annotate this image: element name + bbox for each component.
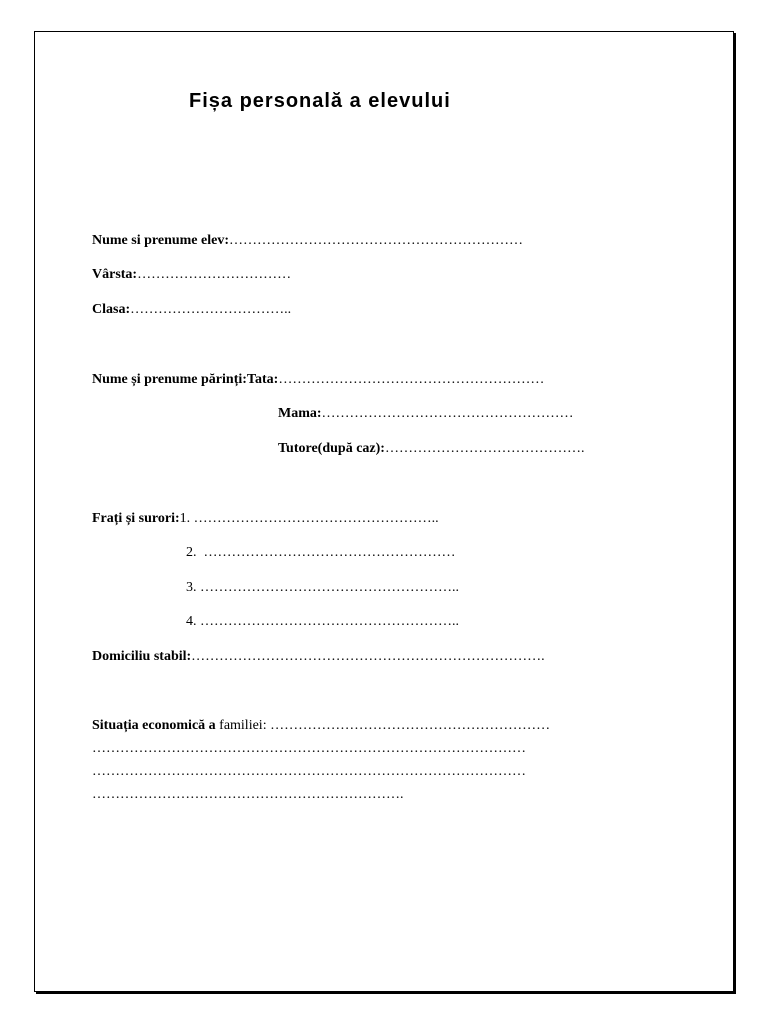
siblings-field-2 bbox=[186, 544, 456, 562]
student-name-field bbox=[92, 232, 523, 250]
class-field bbox=[92, 301, 291, 319]
economic-label: Situația economică a bbox=[92, 718, 216, 733]
economic-dots: …………………………………………………… bbox=[266, 718, 551, 733]
siblings-label: Frați și surori: bbox=[92, 511, 180, 526]
guardian-field bbox=[278, 440, 584, 458]
economic-dots-line: …………………………………………………………. bbox=[92, 787, 404, 802]
guardian-label: Tutore(după caz): bbox=[278, 441, 385, 456]
class-label: Clasa: bbox=[92, 302, 131, 317]
document-title: Fișa personală a elevului bbox=[189, 90, 451, 112]
siblings-field-4 bbox=[186, 613, 459, 631]
sibling-dots: ……………………………………………… bbox=[203, 545, 456, 560]
class-dots: …………………………….. bbox=[130, 302, 292, 317]
sibling-number: 2. bbox=[186, 545, 197, 560]
student-name-dots: ……………………………………………………… bbox=[229, 233, 523, 248]
parents-label: Nume și prenume părinți: bbox=[92, 372, 247, 387]
student-name-label: Nume si prenume elev: bbox=[92, 233, 229, 248]
sibling-dots: ……………………………………………….. bbox=[200, 614, 459, 629]
residence-label: Domiciliu stabil: bbox=[92, 649, 192, 664]
page-shadow-right bbox=[734, 33, 736, 994]
economic-label-family: familiei: bbox=[215, 718, 267, 733]
sibling-number: 3. bbox=[186, 580, 197, 595]
residence-dots: …………………………………………………………………. bbox=[191, 649, 545, 664]
mother-dots: ……………………………………………… bbox=[321, 406, 574, 421]
economic-dots-line: ………………………………………………………………………………… bbox=[92, 741, 526, 756]
economic-field bbox=[92, 717, 550, 735]
father-dots: ………………………………………………… bbox=[278, 372, 545, 387]
sibling-number: 4. bbox=[186, 614, 197, 629]
siblings-field-1 bbox=[92, 510, 439, 528]
father-label: Tata: bbox=[246, 372, 279, 387]
mother-field bbox=[278, 405, 574, 423]
sibling-dots: ……………………………………………….. bbox=[200, 580, 459, 595]
mother-label: Mama: bbox=[278, 406, 322, 421]
age-dots: …………………………… bbox=[137, 267, 292, 282]
residence-field bbox=[92, 648, 545, 666]
parents-father-field bbox=[92, 371, 544, 389]
siblings-field-3 bbox=[186, 579, 459, 597]
sibling-dots: …………………………………………….. bbox=[193, 511, 439, 526]
page-shadow-bottom bbox=[36, 992, 736, 994]
guardian-dots: ……………………………………. bbox=[384, 441, 585, 456]
age-label: Vârsta: bbox=[92, 267, 138, 282]
age-field bbox=[92, 266, 291, 284]
economic-dots-line: ………………………………………………………………………………… bbox=[92, 764, 526, 779]
sibling-number: 1. bbox=[179, 511, 191, 526]
